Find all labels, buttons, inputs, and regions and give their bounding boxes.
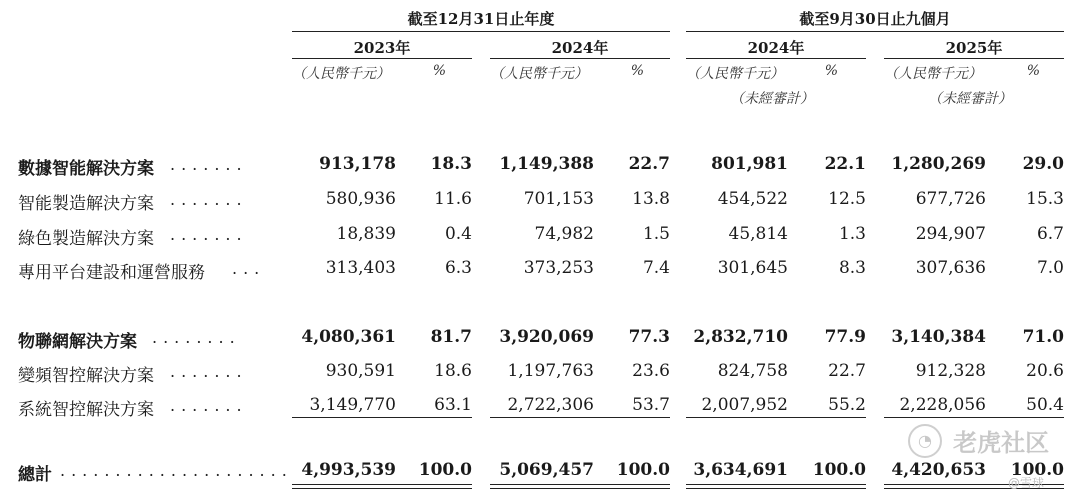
header-fiscal-year: 截至12月31日止年度 — [407, 10, 555, 28]
percent-cell: 8.3 — [838, 258, 866, 278]
percent-cell: 6.3 — [444, 258, 472, 278]
row-label: 數據智能解決方案 — [18, 159, 154, 179]
amount-cell: 3,149,770 — [309, 395, 396, 415]
amount-cell: 454,522 — [717, 189, 788, 209]
amount-cell: 913,178 — [319, 154, 396, 174]
year-header: 2025年 — [945, 39, 1003, 57]
unit-label: （人民幣千元） — [292, 66, 390, 82]
percent-cell: 100.0 — [616, 460, 670, 480]
year-rule — [292, 58, 472, 59]
watermark — [908, 423, 1049, 458]
amount-cell: 580,936 — [325, 189, 396, 209]
leader-dots: ... — [232, 259, 266, 278]
row-label: 物聯網解決方案 — [18, 332, 137, 352]
percent-cell: 18.3 — [430, 154, 472, 174]
total-double-rule — [490, 484, 670, 489]
percent-cell: 12.5 — [828, 189, 866, 209]
amount-cell: 301,645 — [717, 258, 788, 278]
amount-cell: 2,722,306 — [507, 395, 594, 415]
leader-dots: ....... — [170, 190, 248, 209]
percent-cell: 55.2 — [828, 395, 866, 415]
percent-cell: 71.0 — [1022, 327, 1064, 347]
row-label: 專用平台建設和運營服務 — [18, 263, 205, 283]
year-header: 2023年 — [353, 39, 411, 57]
amount-cell: 3,920,069 — [499, 327, 594, 347]
amount-cell: 307,636 — [915, 258, 986, 278]
leader-dots: ........ — [152, 328, 241, 347]
total-double-rule — [686, 484, 866, 489]
percent-cell: 18.6 — [434, 361, 472, 381]
amount-cell: 1,197,763 — [507, 361, 594, 381]
percent-label: % — [432, 63, 446, 79]
amount-cell: 4,420,653 — [891, 460, 986, 480]
subtotal-rule — [292, 417, 472, 418]
amount-cell: 74,982 — [534, 224, 594, 244]
amount-cell: 373,253 — [523, 258, 594, 278]
percent-cell: 13.8 — [632, 189, 670, 209]
percent-cell: 100.0 — [812, 460, 866, 480]
header-fiscal-year-rule — [292, 31, 670, 32]
percent-label: % — [824, 63, 838, 79]
header-nine-months-rule — [686, 31, 1064, 32]
total-double-rule — [292, 484, 472, 489]
amount-cell: 2,007,952 — [701, 395, 788, 415]
watermark-small: @雪球 — [1008, 476, 1045, 490]
amount-cell: 801,981 — [711, 154, 788, 174]
amount-cell: 930,591 — [325, 361, 396, 381]
amount-cell: 313,403 — [325, 258, 396, 278]
year-rule — [884, 58, 1064, 59]
watermark-brand: 老虎社区 — [953, 429, 1050, 457]
amount-cell: 4,080,361 — [301, 327, 396, 347]
leader-dots: ....... — [170, 155, 248, 174]
amount-cell: 2,832,710 — [693, 327, 788, 347]
percent-label: % — [630, 63, 644, 79]
percent-cell: 100.0 — [418, 460, 472, 480]
amount-cell: 1,280,269 — [891, 154, 986, 174]
amount-cell: 701,153 — [523, 189, 594, 209]
row-label: 變頻智控解決方案 — [18, 366, 154, 386]
row-label: 智能製造解決方案 — [18, 194, 154, 214]
year-rule — [490, 58, 670, 59]
percent-cell: 15.3 — [1026, 189, 1064, 209]
tiger-logo-icon: ◔ — [908, 424, 942, 458]
amount-cell: 294,907 — [915, 224, 986, 244]
leader-dots: ..................... — [60, 461, 293, 480]
unaudited-label: （未經審計） — [730, 91, 814, 107]
percent-cell: 20.6 — [1026, 361, 1064, 381]
percent-cell: 1.5 — [642, 224, 670, 244]
row-label: 系統智控解決方案 — [18, 400, 154, 420]
amount-cell: 3,634,691 — [693, 460, 788, 480]
percent-cell: 53.7 — [632, 395, 670, 415]
percent-cell: 22.7 — [828, 361, 866, 381]
row-label: 綠色製造解決方案 — [18, 229, 154, 249]
amount-cell: 1,149,388 — [499, 154, 594, 174]
amount-cell: 824,758 — [717, 361, 788, 381]
percent-cell: 7.4 — [642, 258, 670, 278]
amount-cell: 912,328 — [915, 361, 986, 381]
percent-cell: 63.1 — [434, 395, 472, 415]
unit-label: （人民幣千元） — [884, 66, 982, 82]
unaudited-label: （未經審計） — [928, 91, 1012, 107]
percent-cell: 0.4 — [444, 224, 472, 244]
amount-cell: 4,993,539 — [301, 460, 396, 480]
row-label: 總計 — [18, 465, 52, 485]
subtotal-rule — [490, 417, 670, 418]
amount-cell: 5,069,457 — [499, 460, 594, 480]
unit-label: （人民幣千元） — [490, 66, 588, 82]
amount-cell: 3,140,384 — [891, 327, 986, 347]
percent-cell: 81.7 — [430, 327, 472, 347]
amount-cell: 45,814 — [728, 224, 788, 244]
amount-cell: 677,726 — [915, 189, 986, 209]
percent-cell: 50.4 — [1026, 395, 1064, 415]
leader-dots: ....... — [170, 225, 248, 244]
percent-cell: 1.3 — [838, 224, 866, 244]
leader-dots: ....... — [170, 396, 248, 415]
subtotal-rule — [884, 417, 1064, 418]
percent-cell: 11.6 — [434, 189, 472, 209]
header-nine-months: 截至9月30日止九個月 — [799, 10, 951, 28]
amount-cell: 18,839 — [336, 224, 396, 244]
percent-cell: 29.0 — [1022, 154, 1064, 174]
percent-cell: 77.9 — [824, 327, 866, 347]
percent-cell: 23.6 — [632, 361, 670, 381]
year-header: 2024年 — [747, 39, 805, 57]
leader-dots: ....... — [170, 362, 248, 381]
percent-cell: 100.0 — [1010, 460, 1064, 480]
percent-cell: 22.7 — [628, 154, 670, 174]
percent-cell: 77.3 — [628, 327, 670, 347]
percent-cell: 7.0 — [1036, 258, 1064, 278]
amount-cell: 2,228,056 — [899, 395, 986, 415]
subtotal-rule — [686, 417, 866, 418]
percent-cell: 6.7 — [1036, 224, 1064, 244]
year-rule — [686, 58, 866, 59]
unit-label: （人民幣千元） — [686, 66, 784, 82]
percent-label: % — [1026, 63, 1040, 79]
year-header: 2024年 — [551, 39, 609, 57]
percent-cell: 22.1 — [824, 154, 866, 174]
